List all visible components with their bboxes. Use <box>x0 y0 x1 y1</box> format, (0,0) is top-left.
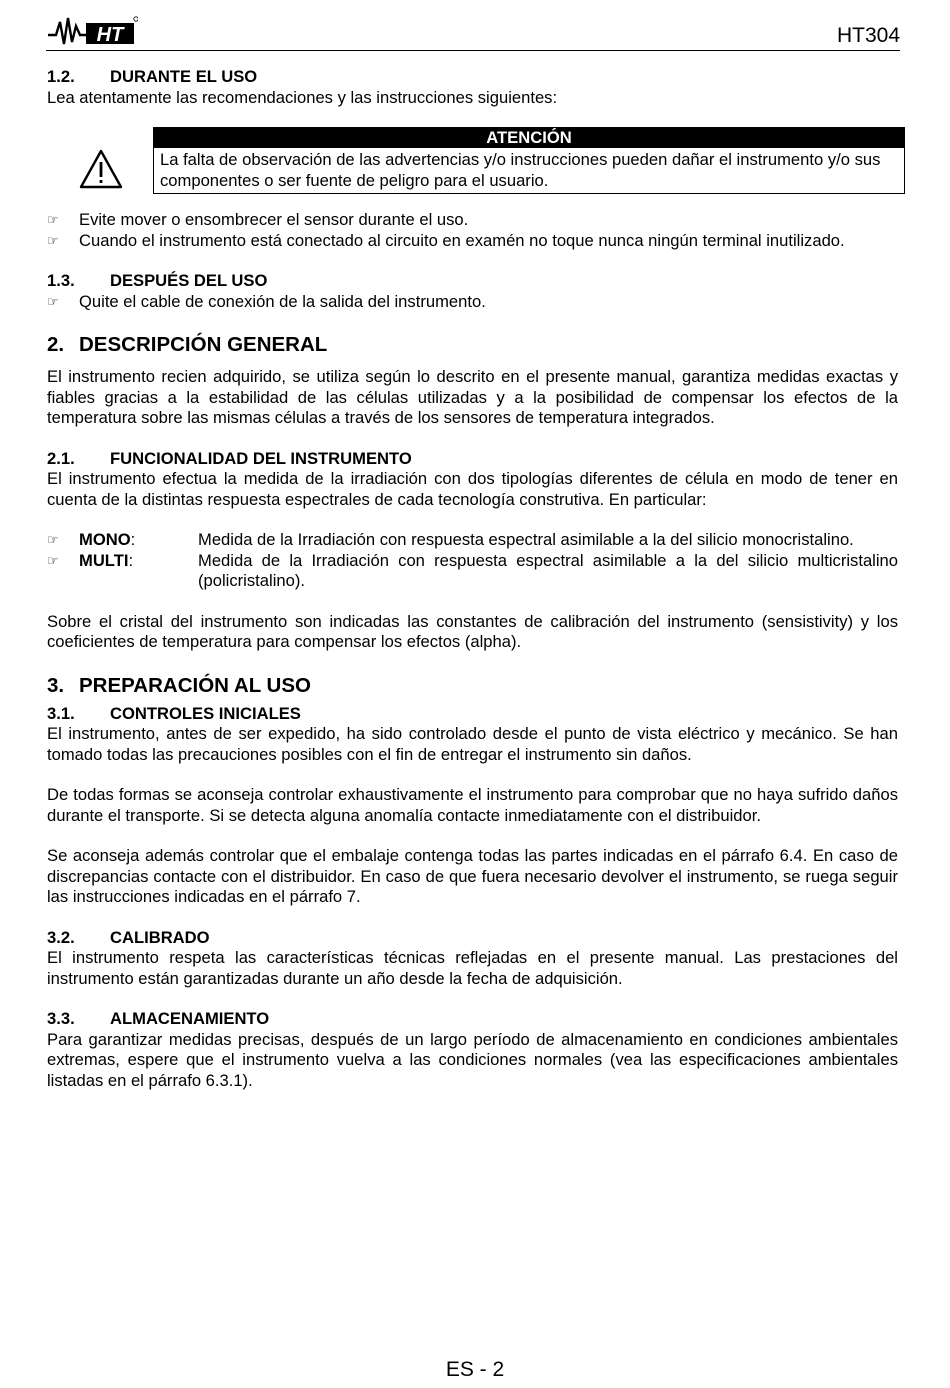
section-title: FUNCIONALIDAD DEL INSTRUMENTO <box>110 448 412 468</box>
pointing-hand-icon: ☞ <box>47 293 59 309</box>
pointing-hand-icon: ☞ <box>47 232 59 248</box>
chapter-heading-3 <box>47 673 898 699</box>
section-heading-3-2 <box>47 928 898 949</box>
mode-item-multi: ☞ MULTI: Medida de la Irradiación con respuesta espectral asimilable a la del silicio multicristalino (policristalino). <box>47 550 898 590</box>
section-number: 3.1. <box>47 703 75 723</box>
section-number: 2.1. <box>47 448 75 468</box>
list-item-text: Evite mover o ensombrecer el sensor durante el uso. <box>79 210 469 229</box>
section-number: 3.2. <box>47 927 75 947</box>
ht-logo <box>46 14 138 46</box>
pointing-hand-icon: ☞ <box>47 212 59 227</box>
warning-title: ATENCIÓN <box>154 128 904 148</box>
paragraph: El instrumento efectua la medida de la irradiación con dos tipologías diferentes de célula en modo de tener en cuenta de la distintas respuesta espectrales de cada tecnología construtiva. En particular: <box>47 469 898 509</box>
section-number: 1.2. <box>47 67 75 86</box>
section-title: CONTROLES INICIALES <box>110 703 301 723</box>
warning-box <box>153 127 905 194</box>
section-title: CALIBRADO <box>110 927 210 947</box>
mode-name: MONO <box>79 530 131 549</box>
paragraph: El instrumento respeta las características técnicas reflejadas en el presente manual. Las prestaciones del instrumento están garantizadas durante un año desde la fecha de adquisición. <box>47 948 898 988</box>
section-title: DURANTE EL USO <box>110 67 258 86</box>
mode-description: Medida de la Irradiación con respuesta espectral asimilable a la del silicio monocristalino. <box>198 530 854 549</box>
paragraph: El instrumento, antes de ser expedido, ha sido controlado desde el punto de vista eléctrico y mecánico. Se han tomado todas las precauciones posibles con el fin de entregar el instrumento sin daños. <box>47 724 898 764</box>
chapter-number: 3. <box>47 673 65 697</box>
section-number: 3.3. <box>47 1009 75 1028</box>
list-item <box>47 210 898 231</box>
list-item <box>47 292 898 313</box>
section-number: 1.3. <box>47 271 75 290</box>
paragraph: El instrumento recien adquirido, se utiliza según lo descrito en el presente manual, garantiza medidas exactas y fiables gracias a la estabilidad de las células utilizadas y a la posibilidad de compensar los efectos de la temperatura sobre las mismas células a través de los sensores de temperatura integrados. <box>47 367 898 427</box>
warning-block <box>47 127 898 191</box>
paragraph: Se aconseja además controlar que el embalaje contenga todas las partes indicadas en el párrafo 6.4. En caso de discrepancias contacte con el distribuidor. En caso de que fuera necesario devolver el instrumento, se ruega seguir las instrucciones indicadas en el párrafo 7. <box>47 846 898 906</box>
mode-list <box>47 530 898 592</box>
section-heading-1-3 <box>47 271 898 292</box>
pointing-hand-icon: ☞ <box>47 532 59 547</box>
section-intro: Lea atentamente las recomendaciones y las instrucciones siguientes: <box>47 87 558 107</box>
warning-text: La falta de observación de las advertencias y/o instrucciones pueden dañar el instrumento y/o sus componentes o ser fuente de peligro para el usuario. <box>160 150 881 190</box>
section-title: ALMACENAMIENTO <box>110 1009 270 1028</box>
document-code: HT304 <box>836 24 900 47</box>
section-heading-1-2 <box>47 67 898 88</box>
list-item <box>47 231 898 252</box>
mode-item-mono: ☞ MONO: Medida de la Irradiación con respuesta espectral asimilable a la del silicio monocristalino. <box>47 530 898 551</box>
section-heading-2-1 <box>47 449 898 470</box>
page-content <box>47 67 898 1091</box>
section-heading-3-1 <box>47 704 898 725</box>
mode-name: MULTI <box>79 550 129 570</box>
list-item-text: Cuando el instrumento está conectado al circuito en examén no toque nunca ningún terminal inutilizado. <box>79 230 845 250</box>
paragraph: Para garantizar medidas precisas, después de un largo período de almacenamiento en condiciones ambientales extremas, espere que el instrumento vuelva a las condiciones normales (vea las especificaciones ambientales listadas en el párrafo 6.3.1). <box>47 1029 898 1090</box>
section-title: DESPUÉS DEL USO <box>110 271 268 290</box>
list-item-text: Quite el cable de conexión de la salida del instrumento. <box>79 291 486 311</box>
section-heading-3-3 <box>47 1009 898 1030</box>
logo-text: HT <box>96 24 124 46</box>
chapter-title: DESCRIPCIÓN GENERAL <box>79 333 328 356</box>
paragraph: Sobre el cristal del instrumento son indicadas las constantes de calibración del instrumento (sensistivity) y los coeficientes de temperatura para compensar los efectos (alpha). <box>47 611 898 651</box>
page-number: ES - 2 <box>445 1358 505 1381</box>
chapter-title: PREPARACIÓN AL USO <box>79 673 311 697</box>
chapter-number: 2. <box>47 333 65 356</box>
warning-triangle-icon <box>79 149 123 189</box>
page-header <box>46 12 900 51</box>
chapter-heading-2 <box>47 332 898 358</box>
paragraph: De todas formas se aconseja controlar exhaustivamente el instrumento para comprobar que no haya sufrido daños durante el transporte. Si se detecta alguna anomalía contacte inmediatamente con el distribuidor. <box>47 785 898 825</box>
mode-description: Medida de la Irradiación con respuesta espectral asimilable a la del silicio multicristalino (policristalino). <box>198 550 898 590</box>
pointing-hand-icon: ☞ <box>47 552 59 568</box>
